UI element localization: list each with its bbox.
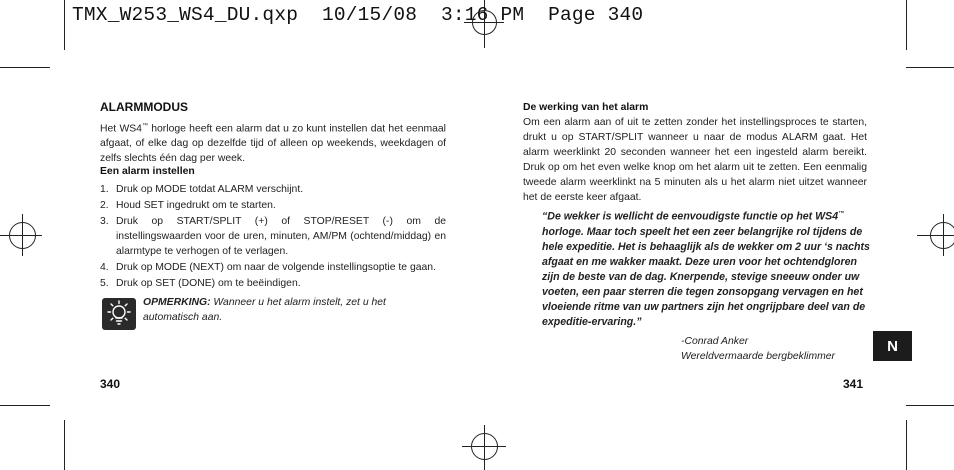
steps-list: [100, 182, 446, 292]
crop-mark: [906, 420, 907, 470]
crop-mark: [64, 0, 65, 50]
intro-paragraph: Het WS4™ horloge heeft een alarm dat u zo kunt instellen dat het eenmaal afgaat, of elke dag op dezelfde tijd of alleen op weekends, weekdagen of zelfs slechts één dag per week.: [100, 123, 446, 165]
note-label: OPMERKING:: [143, 297, 211, 308]
subheading-set-alarm: Een alarm instellen: [100, 166, 195, 177]
slug-line: TMX_W253_WS4_DU.qxp 10/15/08 3:16 PM Page 340: [72, 4, 644, 26]
lightbulb-icon: [102, 298, 136, 330]
step-item: 5. Druk op SET (DONE) om te beëindigen.: [100, 278, 301, 289]
crop-mark: [64, 420, 65, 470]
crop-mark: [0, 67, 50, 68]
subheading-alarm-operation: De werking van het alarm: [523, 102, 649, 113]
step-item: 3. Druk op START/SPLIT (+) of STOP/RESET (-) om de instellingswaarden voor de uren, minuten, AM/PM (ochtend/middag) en alarmtype te verhogen of te verlagen.: [100, 216, 446, 257]
quote-author: -Conrad Anker: [681, 336, 749, 347]
quote-text: “De wekker is wellicht de eenvoudigste functie op het WS4™ horloge. Maar toch speelt het een zeer belangrijke rol tijdens de hele expeditie. Het is behaaglijk als de wekker om 2 uur ‘s nachts afgaat en me wakker maakt. Deze uren voor het ochtendgloren zijn de beste van de dag. Knerpende, stevige sneeuw onder uw voeten, een paar sterren die tegen zonsopgang vervagen en het vloeiende ritme van uw partners zijn het ongrijpbare deel van de expeditie-ervaring.”: [542, 210, 870, 328]
crop-mark: [906, 0, 907, 50]
crop-mark: [906, 67, 954, 68]
note-text: OPMERKING: Wanneer u het alarm instelt, zet u het automatisch aan.: [143, 297, 386, 323]
step-item: 1. Druk op MODE totdat ALARM verschijnt.: [100, 184, 304, 195]
page-number-left: 340: [100, 377, 121, 391]
section-title: ALARMMODUS: [100, 100, 188, 114]
step-item: 4. Druk op MODE (NEXT) om naar de volgende instellingsoptie te gaan.: [100, 262, 436, 273]
step-item: 2. Houd SET ingedrukt om te starten.: [100, 200, 276, 211]
page-number-right: 341: [843, 377, 864, 391]
crop-mark: [0, 405, 50, 406]
alarm-operation-paragraph: Om een alarm aan of uit te zetten zonder het instellingsproces te starten, drukt u op START/SPLIT wanneer u naar de modus ALARM gaat. Het alarm weerklinkt 20 seconden wanneer het een ingesteld alarm bereikt. Druk op om het even welke knop om het alarm uit te zetten. Een eenmalig tweede alarm weerklinkt na 5 minuten als u het alarm niet uitzet wanneer het de eerste keer afgaat.: [523, 117, 867, 203]
crop-mark: [906, 405, 954, 406]
language-tab: N: [873, 331, 912, 361]
quote-author-title: Wereldvermaarde bergbeklimmer: [681, 351, 835, 362]
